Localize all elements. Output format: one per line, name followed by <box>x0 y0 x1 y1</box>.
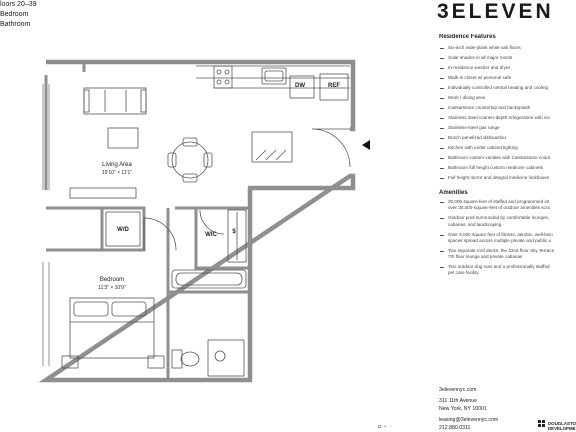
amenity-item <box>439 248 576 261</box>
wd-label: W/D <box>117 227 129 233</box>
feature-item: Six-inch wide-plank white oak floors <box>439 43 576 53</box>
feature-item: Walk-in closet w/ personal safe <box>439 73 576 83</box>
brand-logo-text: 3ELEVEN <box>437 0 554 22</box>
brand-logo <box>437 0 576 22</box>
living-area-dims: 15'10" × 11'1" <box>101 170 133 176</box>
entry-arrow-icon <box>362 140 370 150</box>
closet-hatch <box>266 150 276 160</box>
social-icons <box>378 424 392 430</box>
amenity-line: over 30,000-square-feet of outdoor amenities scra <box>448 205 550 211</box>
coffee-table <box>108 128 138 148</box>
amenity-line: 30,000-square-feet of staffed and programmed int <box>448 199 550 204</box>
amenity-item <box>439 215 576 228</box>
pillow <box>74 302 108 316</box>
features-panel <box>439 34 576 280</box>
residence-features-title: Residence Features <box>439 34 496 40</box>
feature-item: Bathroom custom vanities with Caesarstone count <box>439 153 576 163</box>
stove-burner <box>217 70 221 74</box>
address-line-1: 311 11th Avenue <box>439 398 478 405</box>
amenity-line: Two outdoor dog runs and a professionally staffed <box>448 264 550 270</box>
residence-features-list <box>439 43 576 183</box>
feature-item: Caesarstone countertop and backsplash <box>439 103 576 113</box>
amenity-line: pet care facility <box>448 270 479 276</box>
closet-hatch <box>256 150 266 160</box>
twitter-icon[interactable]: ▫ <box>389 424 393 430</box>
developer-mark-icon <box>538 420 546 428</box>
ref-label: REF <box>328 83 340 89</box>
sofa-arm <box>141 90 146 112</box>
feature-item: Stainless-steel gas range <box>439 123 576 133</box>
amenities-list <box>439 199 576 277</box>
instagram-icon[interactable]: ◘ <box>378 424 383 430</box>
feature-item: Bathroom full height custom medicine cabinets <box>439 163 576 173</box>
sofa <box>84 88 146 114</box>
developer-name-line2: DEVELOPME <box>548 426 576 431</box>
amenity-item <box>439 232 576 245</box>
feature-item: In-residence washer and dryer <box>439 63 576 73</box>
living-area-name: Living Area <box>102 162 132 168</box>
address-line-2: New York, NY 10001 <box>439 405 487 412</box>
facebook-icon[interactable]: ▪ <box>384 424 388 430</box>
amenity-line: Outdoor pool surrounded by comfortable lounges, <box>448 215 550 221</box>
bedroom-name: Bedroom <box>99 277 125 283</box>
feature-item: Bosch panelized dishwasher <box>439 133 576 143</box>
bedroom-dims: 11'3" × 10'9" <box>98 285 126 291</box>
amenity-line: Two separate roof decks, the 42nd floor Sky Terrace <box>448 247 555 253</box>
sofa-arm <box>84 90 89 112</box>
media-console <box>70 188 136 198</box>
vanity-basin <box>215 351 225 361</box>
dining-table <box>172 142 208 178</box>
email-link[interactable]: leasing@3elevennyc.com <box>439 417 499 424</box>
stove-burner <box>225 70 229 74</box>
feature-item: Solar shades in all major rooms <box>439 53 576 63</box>
dw-label: DW <box>295 83 305 89</box>
stove-burner <box>225 80 229 84</box>
amenity-line: Over 5,000 square feet of fitness, aerobic, well-bein <box>448 231 553 237</box>
bedroom-count-label: Bedroom <box>0 11 29 18</box>
feature-item: Individually controlled central heating and cooling <box>439 83 576 93</box>
amenities-title: Amenities <box>439 190 468 196</box>
stove-burner <box>217 80 221 84</box>
sink-basin <box>265 71 283 81</box>
feature-item: Kitchen with under cabinet lighting <box>439 143 576 153</box>
vanity <box>208 340 244 376</box>
amenity-item <box>439 199 576 212</box>
feature-item: Work / dining area <box>439 93 576 103</box>
bathtub-inner <box>176 273 242 285</box>
closet-label: $ <box>232 229 236 235</box>
floors-label: loors 20–39 <box>0 1 37 8</box>
feature-item: Stainless steel counter-depth refrigerators with ice <box>439 113 576 123</box>
stove <box>214 66 232 88</box>
closet-hatch <box>276 150 286 160</box>
phone-number[interactable]: 212.880.0311 <box>439 424 471 431</box>
bathroom-count-label: Bathroom <box>0 21 31 28</box>
entry-door <box>312 129 350 167</box>
amenity-line: 7th floor lounge and private cabanas <box>448 254 523 260</box>
toilet-tank <box>172 350 182 368</box>
feature-item: Full height mirror and integral medicine lockboxes <box>439 173 576 183</box>
outer-wall <box>46 62 353 380</box>
amenity-item <box>439 264 576 277</box>
sink <box>262 68 286 84</box>
amenity-line: cabanas, and landscaping <box>448 221 502 227</box>
contact-block <box>439 387 498 432</box>
toilet-bowl <box>181 352 199 366</box>
developer-name-line1: DOUGLASTO <box>548 421 576 426</box>
amenity-line: spaces spread across multiple private and public a <box>448 237 551 243</box>
wic-label: WIC <box>205 232 217 238</box>
developer-logo <box>536 417 576 432</box>
wic-door <box>200 210 224 234</box>
bedroom-door <box>144 218 176 250</box>
website-link[interactable]: 3elevennyc.com <box>439 387 477 393</box>
